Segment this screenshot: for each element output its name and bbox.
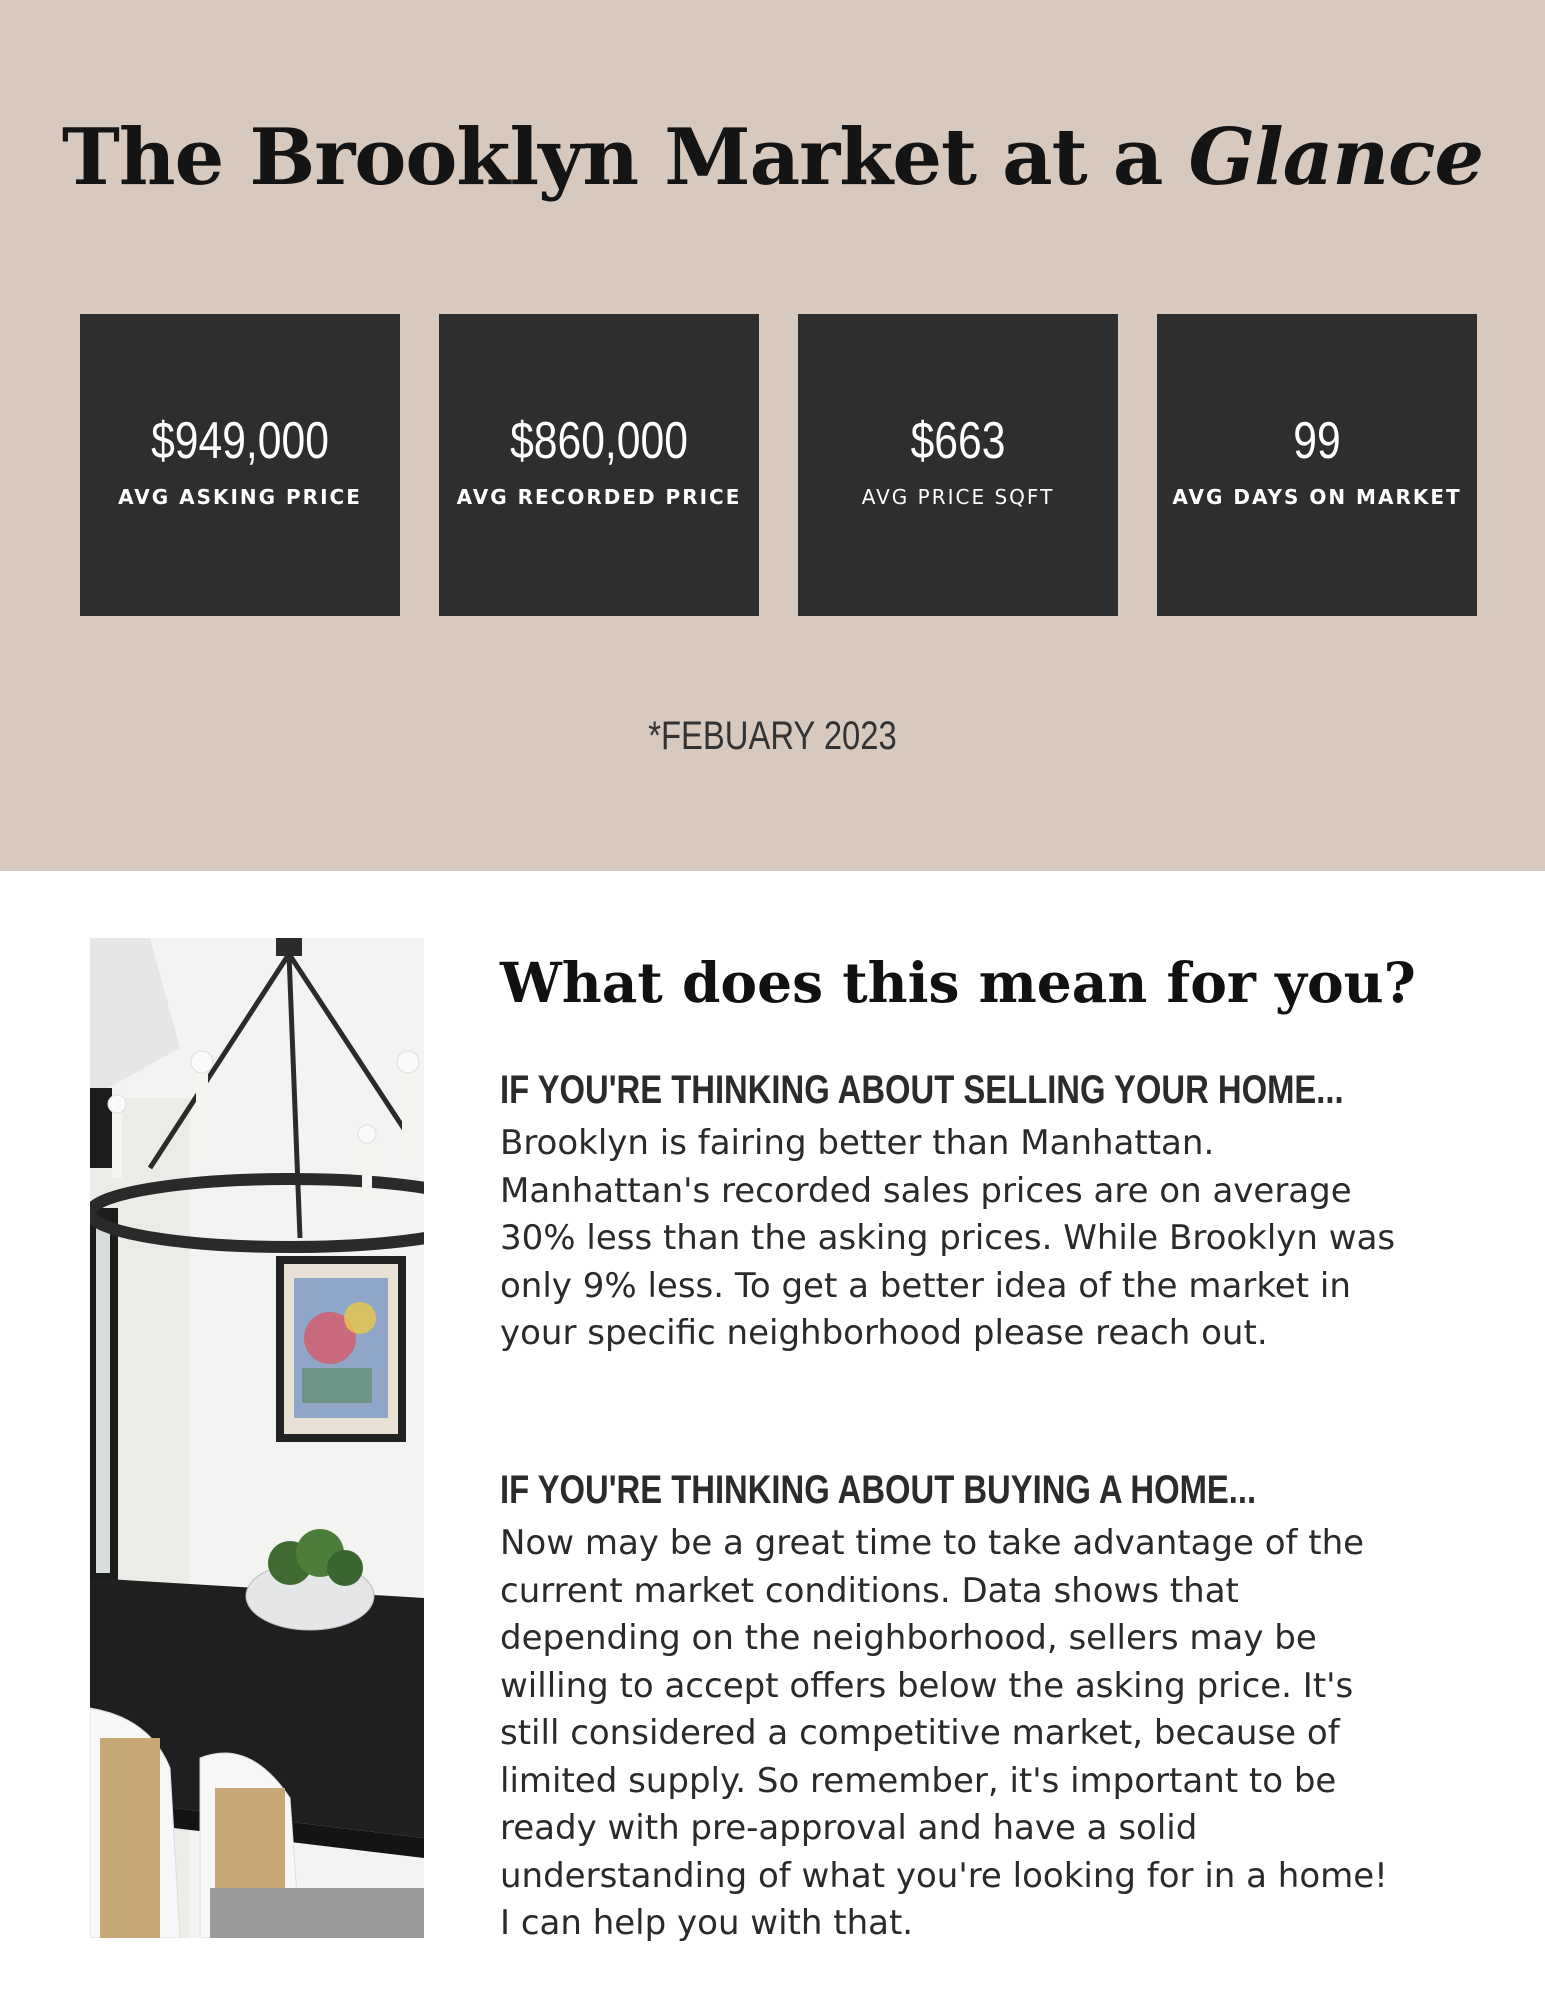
page-title	[0, 112, 1545, 203]
stat-card-days-on-market	[1157, 314, 1477, 616]
stat-label: AVG ASKING PRICE	[118, 485, 362, 509]
stat-value: $949,000	[151, 412, 329, 470]
stat-value: 99	[1293, 412, 1341, 470]
buying-paragraph: Now may be a great time to take advantage of the current market conditions. Data shows that depending on the neighborhood, sellers may be willing to accept offers below the asking price. It's still considered a competitive market, because of limited supply. So remember, it's important to be ready with pre-approval and have a solid understanding of what you're looking for in a home! I can help you with that.	[500, 1523, 1388, 1943]
stat-value: $663	[910, 412, 1006, 470]
selling-heading: IF YOU'RE THINKING ABOUT SELLING YOUR HOME...	[500, 1068, 1344, 1112]
page-title-main: The Brooklyn Market at a	[61, 112, 1189, 203]
stat-label: AVG DAYS ON MARKET	[1172, 485, 1462, 509]
stat-label: AVG RECORDED PRICE	[456, 485, 742, 509]
dining-room-photo	[90, 938, 424, 1938]
buying-heading: IF YOU'RE THINKING ABOUT BUYING A HOME...	[500, 1468, 1257, 1512]
stat-card-recorded-price	[439, 314, 759, 616]
date-note: *FEBUARY 2023	[648, 714, 897, 758]
selling-paragraph: Brooklyn is fairing better than Manhattan. Manhattan's recorded sales prices are on average 30% less than the asking prices. While Brooklyn was only 9% less. To get a better idea of the market in your specific neighborhood please reach out.	[500, 1123, 1396, 1353]
stat-card-price-sqft	[798, 314, 1118, 616]
stat-card-asking-price	[80, 314, 400, 616]
stat-label: AVG PRICE SQFT	[861, 485, 1055, 509]
stat-value: $860,000	[510, 412, 688, 470]
section-heading: What does this mean for you?	[500, 950, 1416, 1015]
page-title-italic: Glance	[1188, 112, 1484, 203]
